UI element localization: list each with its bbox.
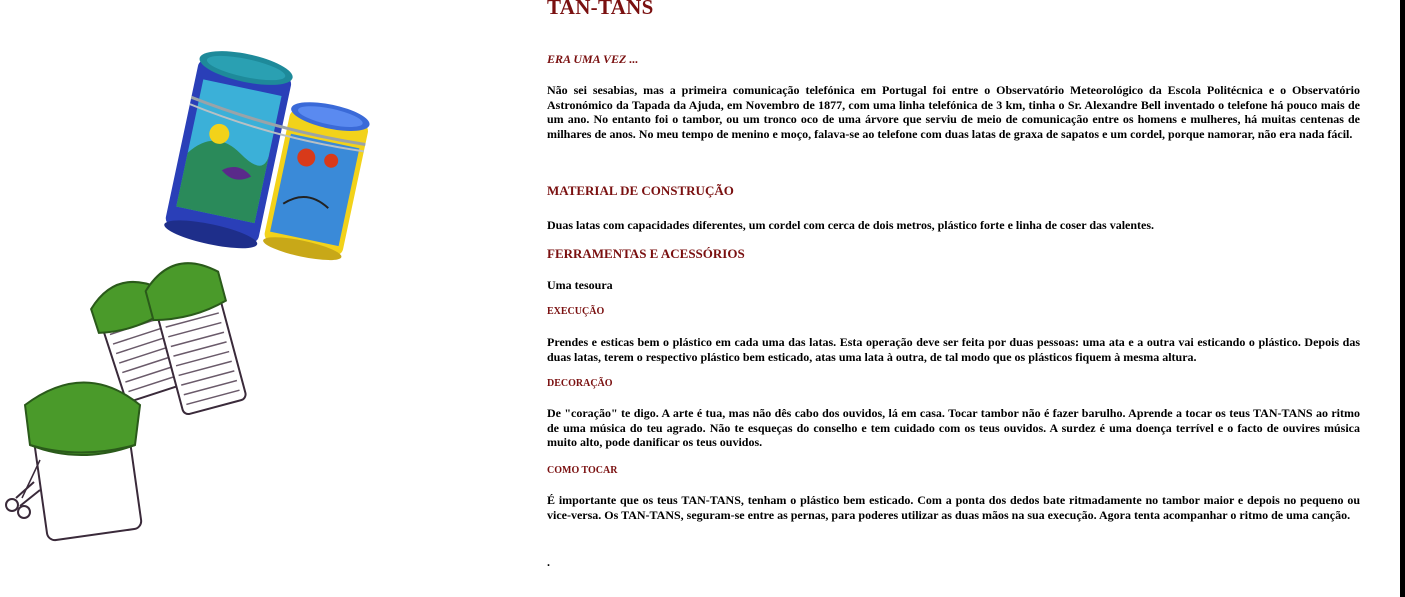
tools-paragraph: Uma tesoura xyxy=(547,278,613,292)
end-mark: . xyxy=(547,555,550,569)
intro-heading: ERA UMA VEZ ... xyxy=(547,52,639,66)
tan-tans-illustration xyxy=(0,50,400,550)
execution-heading: EXECUÇÃO xyxy=(547,306,605,317)
material-paragraph: Duas latas com capacidades diferentes, um cordel com cerca de dois metros, plástico forte e linha de coser das valentes. xyxy=(547,218,1155,232)
decoration-paragraph: De "coração" te digo. A arte é tua, mas não dês cabo dos ouvidos, lá em casa. Tocar tambor não é fazer barulho. Aprende a tocar os teus TAN-TANS ao ritmo de uma música do teu agrado. Não te esqueças do conselho e tem cuidado com os teus ouvidos. A surdez é uma doença terrível e o facto de ouvires música muito alto, pode danificar os teus ouvidos. xyxy=(547,406,1360,449)
play-heading: COMO TOCAR xyxy=(547,465,618,476)
decoration-heading: DECORAÇÃO xyxy=(547,378,613,389)
window-edge-bar xyxy=(1400,0,1405,597)
tools-heading: FERRAMENTAS E ACESSÓRIOS xyxy=(547,246,745,261)
intro-paragraph: Não sei sesabias, mas a primeira comunicação telefónica em Portugal foi entre o Observatório Meteorológico da Escola Politécnica e o Observatório Astronómico da Tapada da Ajuda, em Novembro de 1877, com uma linha telefónica de 3 km, tinha o Sr. Alexandre Bell inventado o telefone há pouco mais de um ano. No entanto foi o tambor, ou um tronco oco de uma árvore que serviu de meio de comunicação entre os homens e mulheres, há muitas centenas de milhares de anos. No meu tempo de menino e moço, falava-se ao telefone com duas latas de graxa de sapatos e um cordel, porque namorar, não era nada fácil. xyxy=(547,83,1360,141)
page-title: TAN-TANS xyxy=(547,0,654,19)
play-paragraph: É importante que os teus TAN-TANS, tenham o plástico bem esticado. Com a ponta dos dedos bate ritmadamente no tambor maior e depois no pequeno ou vice-versa. Os TAN-TANS, seguram-se entre as pernas, para poderes utilizar as duas mãos na sua execução. Agora tenta acompanhar o ritmo de uma canção. xyxy=(547,493,1360,522)
drums-icon xyxy=(0,50,400,550)
material-heading: MATERIAL DE CONSTRUÇÃO xyxy=(547,183,734,198)
execution-paragraph: Prendes e esticas bem o plástico em cada uma das latas. Esta operação deve ser feita por duas pessoas: uma ata e a outra vai esticando o plástico. Depois das duas latas, terem o respectivo plástico bem esticado, atas uma lata à outra, de tal modo que os plásticos fiquem à mesma altura. xyxy=(547,335,1360,364)
